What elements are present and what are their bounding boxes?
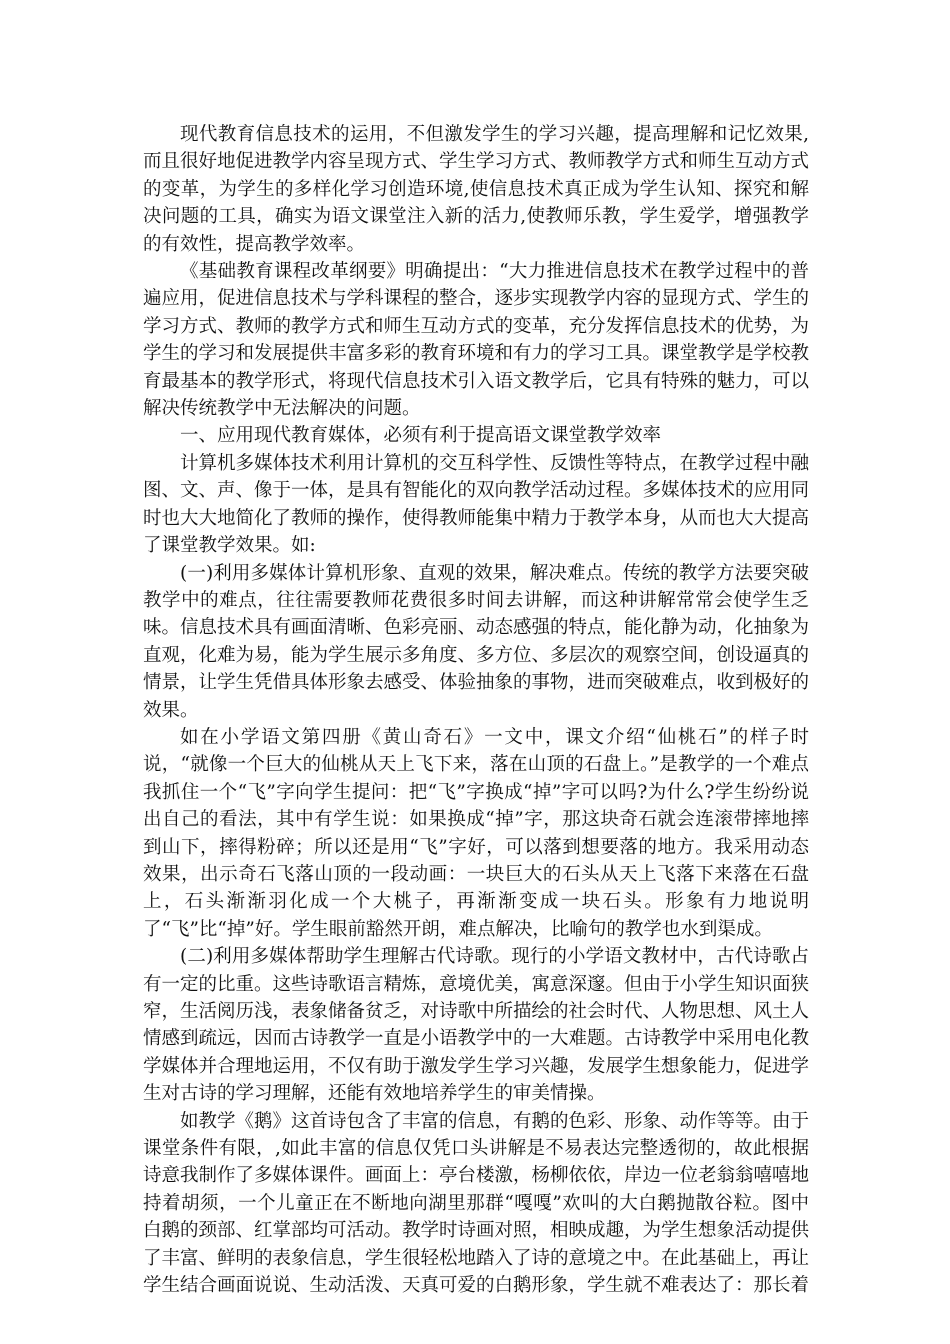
paragraph-intro: 现代教育信息技术的运用，不但激发学生的学习兴趣，提高理解和记忆效果,而且很好地促进教学内容呈现方式、学生学习方式、教师教学方式和师生互动方式的变革，为学生的多样化学习创造环境,使信息技术真正成为学生认知、探究和解决问题的工具，确实为语文课堂注入新的活力,使教师乐教，学生爱学，增强教学的有效性，提高教学效率。: [143, 124, 810, 255]
paragraph-point-1: (一)利用多媒体计算机形象、直观的效果，解决难点。传统的教学方法要突破教学中的难点，往往需要教师花费很多时间去讲解，而这种讲解常常会使学生乏味。信息技术具有画面清晰、色彩亮丽、动态感强的特点，能化静为动，化抽象为直观，化难为易，能为学生展示多角度、多方位、多层次的观察空间，创设逼真的情景，让学生凭借具体形象去感受、体验抽象的事物，进而突破难点，收到极好的效果。: [143, 562, 810, 721]
document-body: [143, 121, 809, 1299]
paragraph-curriculum-quote: 《基础教育课程改革纲要》明确提出：“大力推进信息技术在教学过程中的普遍应用，促进信息技术与学科课程的整合，逐步实现教学内容的显现方式、学生的学习方式、教师的教学方式和师生互动方式的变革，充分发挥信息技术的优势，为学生的学习和发展提供丰富多彩的教育环境和有力的学习工具。课堂教学是学校教育最基本的教学形式，将现代信息技术引入语文教学后，它具有特殊的魅力，可以解决传统教学中无法解决的问题。: [143, 261, 810, 420]
paragraph-example-goose: 如教学《鹅》这首诗包含了丰富的信息，有鹅的色彩、形象、动作等等。由于课堂条件有限，,如此丰富的信息仅凭口头讲解是不易表达完整透彻的，故此根据诗意我制作了多媒体课件。画面上：亭台楼激，杨柳依依，岸边一位老翁翁嘻嘻地持着胡须，一个儿童正在不断地向湖里那群“嘎嘎”欢叫的大白鹅抛散谷粒。图中白鹅的颈部、红掌部均可活动。教学时诗画对照，相映成趣，为学生想象活动提供了丰富、鲜明的表象信息，学生很轻松地踏入了诗的意境之中。在此基础上，再让学生结合画面说说、生动活泼、天真可爱的白鹅形象，学生就不难表达了：那长着: [143, 1110, 810, 1297]
paragraph-multimedia: 计算机多媒体技术利用计算机的交互科学性、反馈性等特点，在教学过程中融图、文、声、像于一体，是具有智能化的双向教学活动过程。多媒体技术的应用同时也大大地简化了教师的操作，使得教师能集中精力于教学本身，从而也大大提高了课堂教学效果。如:: [143, 452, 810, 557]
paragraph-example-huangshan: 如在小学语文第四册《黄山奇石》一文中，课文介绍“仙桃石”的样子时说，“就像一个巨大的仙桃从天上飞下来，落在山顶的石盘上。”是教学的一个难点我抓住一个“飞”字向学生提问：把“飞”字换成“掉”字可以吗?为什么?学生纷纷说出自己的看法，其中有学生说：如果换成“掉”字，那这块奇石就会连滚带摔地摔到山下，摔得粉碎；所以还是用“飞”字好，可以落到想要落的地方。我采用动态效果，出示奇石飞落山顶的一段动画：一块巨大的石头从天上飞落下来落在石盘上，石头渐渐羽化成一个大桃子，再渐渐变成一块石头。形象有力地说明了“飞”比“掉”好。学生眼前豁然开朗，难点解决，比喻句的教学也水到渠成。: [143, 726, 809, 940]
section-heading-1: 一、应用现代教育媒体，必须有利于提高语文课堂教学效率: [180, 425, 662, 447]
paragraph-point-2: (二)利用多媒体帮助学生理解古代诗歌。现行的小学语文教材中，古代诗歌占有一定的比重。这些诗歌语言精炼，意境优美，寓意深邃。但由于小学生知识面狭窄，生活阅历浅，表象储备贫乏，对诗歌中所描绘的社会时代、人物思想、风土人情感到疏远，因而古诗教学一直是小语教学中的一大难题。古诗教学中采用电化教学媒体并合理地运用，不仅有助于激发学生学习兴趣，发展学生想象能力，促进学生对古诗的学习理解，还能有效地培养学生的审美情操。: [143, 946, 810, 1105]
